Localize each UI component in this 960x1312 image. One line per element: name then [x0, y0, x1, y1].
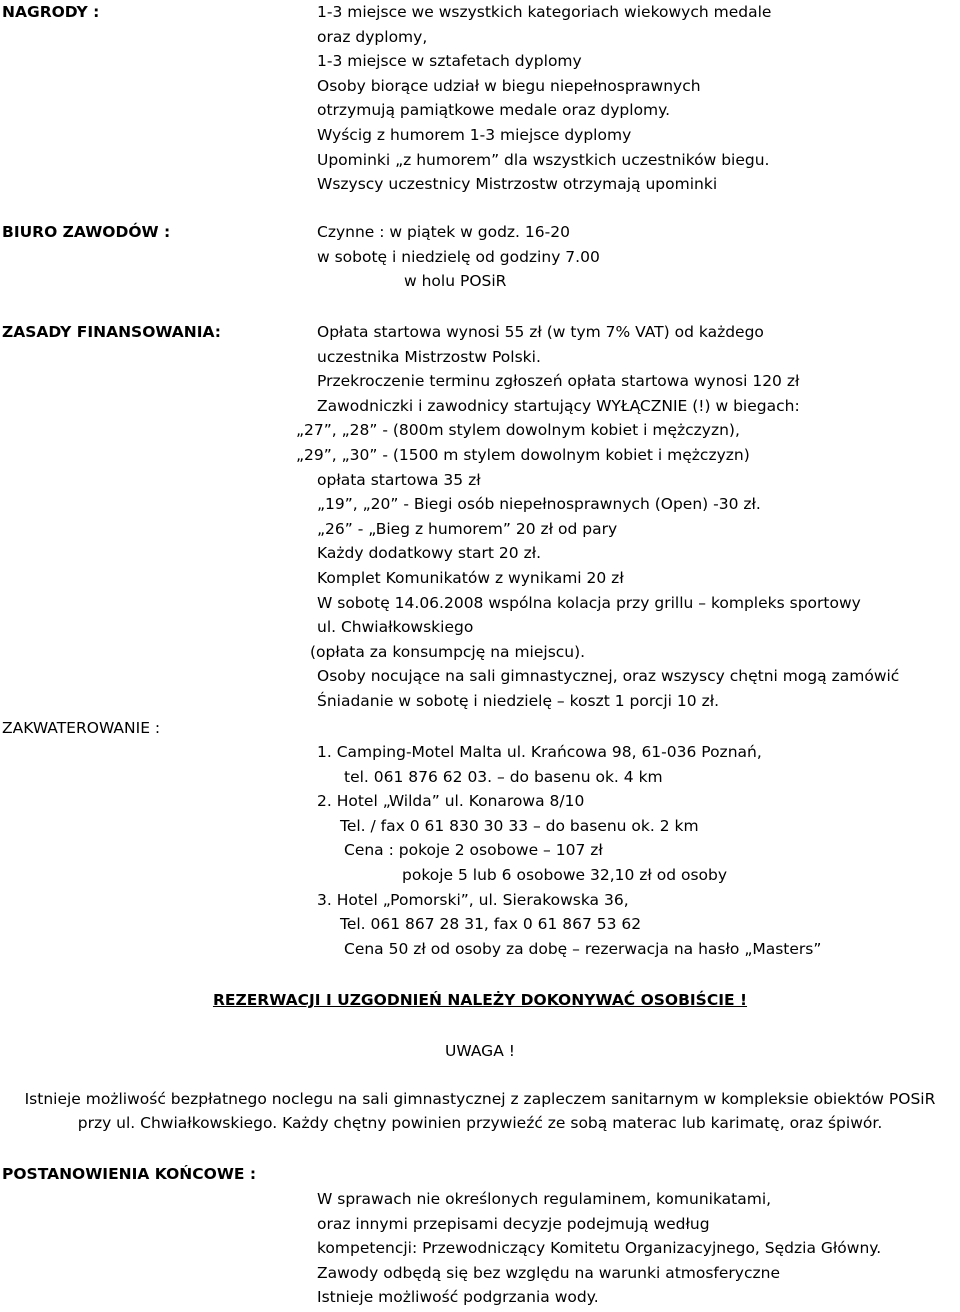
- uwaga-title: UWAGA !: [445, 1042, 515, 1060]
- finanse-line: Osoby nocujące na sali gimnastycznej, oraz wszyscy chętni mogą zamówić: [317, 667, 900, 686]
- zakwaterowanie-content: [317, 740, 821, 961]
- finanse-line: Śniadanie w sobotę i niedzielę – koszt 1 porcji 10 zł.: [317, 691, 720, 710]
- finanse-content: [296, 320, 900, 714]
- nagrody-line: Wyścig z humorem 1-3 miejsce dyplomy: [317, 125, 632, 144]
- zakwaterowanie-line: Tel. 061 867 28 31, fax 0 61 867 53 62: [340, 915, 642, 934]
- finanse-line: W sobotę 14.06.2008 wspólna kolacja przy grillu – kompleks sportowy: [317, 593, 861, 612]
- postanowienia-line: Zawody odbędą się bez względu na warunki atmosferyczne: [317, 1263, 780, 1282]
- finanse-line: (opłata za konsumpcję na miejscu).: [310, 642, 586, 661]
- zakwaterowanie-line: 2. Hotel „Wilda” ul. Konarowa 8/10: [317, 792, 585, 811]
- finanse-line: Komplet Komunikatów z wynikami 20 zł: [317, 568, 624, 587]
- nagrody-line: Osoby biorące udział w biegu niepełnosprawnych: [317, 76, 701, 95]
- nagrody-line: Upominki „z humorem” dla wszystkich uczestników biegu.: [317, 150, 770, 169]
- finanse-line: „29”, „30” - (1500 m stylem dowolnym kobiet i mężczyzn): [296, 445, 750, 464]
- finanse-line: ul. Chwiałkowskiego: [317, 618, 474, 637]
- postanowienia-line: Istnieje możliwość podgrzania wody.: [317, 1288, 599, 1307]
- uwaga-line: przy ul. Chwiałkowskiego. Każdy chętny powinien przywieźć ze sobą materac lub karimatę, oraz śpiwór.: [77, 1114, 883, 1132]
- zakwaterowanie-line: pokoje 5 lub 6 osobowe 32,10 zł od osoby: [402, 865, 728, 884]
- finanse-line: „26” - „Bieg z humorem” 20 zł od pary: [317, 519, 618, 538]
- postanowienia-content: [317, 1187, 881, 1310]
- postanowienia-line: oraz innymi przepisami decyzje podejmują według: [317, 1214, 710, 1233]
- finanse-line: Zawodniczki i zawodnicy startujący WYŁĄCZNIE (!) w biegach:: [317, 396, 800, 415]
- zakwaterowanie-line: Cena 50 zł od osoby za dobę – rezerwacja na hasło „Masters”: [344, 939, 822, 958]
- postanowienia-line: kompetencji: Przewodniczący Komitetu Organizacyjnego, Sędzia Główny.: [317, 1239, 882, 1258]
- zakwaterowanie-line: 1. Camping-Motel Malta ul. Krańcowa 98, 61-036 Poznań,: [317, 743, 762, 761]
- finanse-line: „27”, „28” - (800m stylem dowolnym kobiet i mężczyzn),: [296, 421, 740, 440]
- postanowienia-line: W sprawach nie określonych regulaminem, komunikatami,: [317, 1190, 772, 1208]
- zakwaterowanie-line: Tel. / fax 0 61 830 30 33 – do basenu ok. 2 km: [340, 816, 699, 835]
- finanse-line: Opłata startowa wynosi 55 zł (w tym 7% VAT) od każdego: [317, 323, 764, 341]
- finanse-label: ZASADY FINANSOWANIA:: [2, 323, 222, 341]
- nagrody-label: NAGRODY :: [2, 3, 100, 21]
- biuro-content: [317, 220, 600, 294]
- nagrody-line: 1-3 miejsce we wszystkich kategoriach wiekowych medale: [317, 3, 772, 21]
- finanse-line: Każdy dodatkowy start 20 zł.: [317, 544, 542, 563]
- biuro-label: BIURO ZAWODÓW :: [2, 223, 171, 241]
- finanse-line: opłata startowa 35 zł: [317, 470, 481, 489]
- finanse-line: Przekroczenie terminu zgłoszeń opłata startowa wynosi 120 zł: [317, 372, 800, 391]
- finanse-line: „19”, „20” - Biegi osób niepełnosprawnych (Open) -30 zł.: [317, 495, 761, 514]
- nagrody-line: otrzymują pamiątkowe medale oraz dyplomy.: [317, 101, 671, 120]
- nagrody-line: oraz dyplomy,: [317, 27, 428, 46]
- finanse-line: uczestnika Mistrzostw Polski.: [317, 347, 541, 366]
- biuro-line: w holu POSiR: [404, 272, 507, 291]
- nagrody-line: Wszyscy uczestnicy Mistrzostw otrzymają upominki: [317, 175, 718, 194]
- zakwaterowanie-line: tel. 061 876 62 03. – do basenu ok. 4 km: [344, 767, 663, 786]
- postanowienia-label: POSTANOWIENIA KOŃCOWE :: [2, 1165, 257, 1183]
- biuro-line: Czynne : w piątek w godz. 16-20: [317, 223, 570, 241]
- rezerwacje-notice: REZERWACJI I UZGODNIEŃ NALEŻY DOKONYWAĆ OSOBIŚCIE !: [212, 991, 748, 1009]
- zakwaterowanie-line: 3. Hotel „Pomorski”, ul. Sierakowska 36,: [317, 890, 629, 909]
- zakwaterowanie-line: Cena : pokoje 2 osobowe – 107 zł: [344, 841, 603, 860]
- nagrody-content: [317, 0, 771, 197]
- uwaga-line: Istnieje możliwość bezpłatnego noclegu na sali gimnastycznej z zapleczem sanitarnym w kompleksie obiektów POSiR: [24, 1090, 936, 1108]
- biuro-line: w sobotę i niedzielę od godziny 7.00: [317, 247, 600, 266]
- nagrody-line: 1-3 miejsce w sztafetach dyplomy: [317, 52, 582, 71]
- zakwaterowanie-label: ZAKWATEROWANIE :: [2, 719, 161, 737]
